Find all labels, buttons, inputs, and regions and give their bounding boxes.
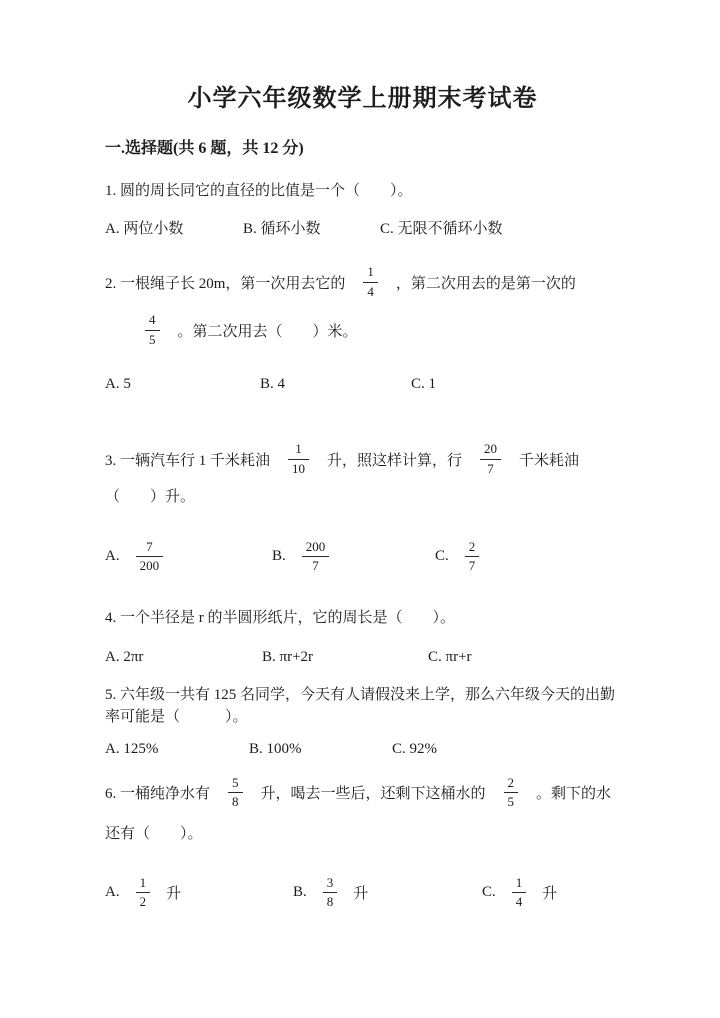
option-label: B.: [293, 883, 307, 900]
question-2-option-b: B. 4: [260, 376, 286, 392]
question-6-text-line-2: [105, 821, 620, 845]
fraction-denominator: 7: [302, 556, 330, 574]
option-label: C.: [435, 548, 449, 565]
option-unit: 升: [542, 885, 558, 902]
option-unit: 升: [353, 885, 369, 902]
question-3-text-line-2: [105, 483, 620, 507]
fraction-3-8: [323, 875, 338, 911]
question-1-options: [105, 217, 620, 238]
question-5-options: [105, 741, 620, 758]
question-2-text-line-2: [105, 310, 620, 350]
fraction-numerator: 1: [367, 264, 374, 280]
question-4-options: [105, 649, 620, 666]
fraction-denominator: 4: [512, 892, 527, 910]
question-3: [105, 439, 620, 575]
question-3-text-pre: 3. 一辆汽车行 1 千米耗油: [105, 452, 271, 469]
fraction-denominator: 8: [228, 792, 243, 810]
question-6-text-pre: 6. 一桶纯净水有: [105, 786, 211, 802]
fraction-denominator: 4: [363, 282, 378, 300]
question-5: [105, 684, 620, 758]
question-1-option-a: A. 两位小数: [105, 221, 184, 237]
page-title: 小学六年级数学上册期末考试卷: [187, 86, 538, 112]
fraction-numerator: 2: [507, 774, 515, 790]
option-unit: 升: [166, 885, 182, 902]
question-5-option-b: B. 100%: [249, 740, 302, 757]
fraction-numerator: 1: [515, 874, 523, 890]
fraction-denominator: 5: [145, 330, 160, 348]
fraction-numerator: 7: [146, 539, 153, 554]
question-2-text-pre: 2. 一根绳子长 20m，第一次用去它的: [105, 275, 346, 292]
fraction-numerator: 1: [139, 874, 147, 890]
fraction-denominator: 8: [323, 892, 338, 910]
question-5-option-c: C. 92%: [392, 740, 437, 757]
fraction-denominator: 5: [504, 792, 519, 810]
question-3-option-b: [272, 539, 435, 575]
option-label: A.: [105, 883, 120, 900]
fraction-1-10: [288, 441, 309, 477]
question-1: [105, 180, 620, 238]
fraction-7-200: [136, 539, 164, 575]
fraction-numerator: 2: [468, 539, 476, 554]
question-2: [105, 262, 620, 393]
question-6-text-post: 。剩下的水: [536, 786, 612, 802]
fraction-numerator: 3: [326, 874, 334, 890]
fraction-denominator: 7: [465, 556, 480, 574]
fraction-denominator: 10: [288, 459, 309, 477]
fraction-2-7: [465, 539, 480, 575]
fraction-denominator: 200: [136, 556, 164, 574]
fraction-denominator: 7: [480, 459, 501, 477]
question-6-text-mid: 升，喝去一些后，还剩下这桶水的: [260, 786, 486, 802]
question-2-option-a: A. 5: [105, 376, 131, 392]
question-2-text-mid: ，第二次用去的是第一次的: [395, 275, 576, 292]
fraction-numerator: 5: [232, 774, 239, 790]
fraction-5-8: [228, 775, 243, 811]
question-6: [105, 773, 620, 911]
question-3-blank: （ ）升。: [105, 488, 196, 505]
question-2-text-line-1: [105, 262, 620, 302]
question-3-text-mid: 升，照这样计算，行: [327, 452, 463, 469]
fraction-numerator: 1: [295, 441, 302, 457]
question-4-option-c: C. πr+r: [428, 648, 472, 665]
question-2-options: [105, 376, 620, 393]
question-4-option-a: A. 2πr: [105, 648, 144, 665]
question-3-text-post: 千米耗油: [519, 452, 580, 469]
fraction-1-4: [512, 875, 527, 911]
fraction-1-2: [136, 875, 151, 911]
fraction-numerator: 20: [484, 441, 498, 457]
fraction-numerator: 200: [305, 539, 326, 554]
question-6-option-c: [482, 875, 620, 911]
option-label: A.: [105, 548, 120, 565]
fraction-200-7: [302, 539, 330, 575]
fraction-1-4: [363, 264, 378, 300]
question-5-text: 5. 六年级一共有 125 名同学，今天有人请假没来上学，那么六年级今天的出勤率可能是（ ）。: [105, 686, 616, 725]
option-label: C.: [482, 883, 496, 900]
question-1-text: 1. 圆的周长同它的直径的比值是一个（ ）。: [105, 183, 413, 199]
fraction-denominator: 2: [136, 892, 151, 910]
question-5-option-a: A. 125%: [105, 740, 159, 757]
option-label: B.: [272, 548, 286, 565]
question-3-option-c: [435, 539, 620, 575]
question-4-option-b: B. πr+2r: [262, 648, 314, 665]
question-3-text-line-1: [105, 439, 620, 479]
fraction-numerator: 4: [149, 312, 156, 328]
question-6-options: [105, 875, 620, 911]
question-2-option-c: C. 1: [411, 376, 437, 392]
question-3-options: [105, 539, 620, 575]
section-1-heading: 一.选择题(共 6 题，共 12 分): [105, 140, 304, 157]
question-1-option-c: C. 无限不循环小数: [380, 221, 503, 237]
fraction-2-5: [504, 775, 519, 811]
question-1-option-b: B. 循环小数: [243, 221, 321, 237]
question-2-text-post: 。第二次用去（ ）米。: [177, 323, 358, 340]
question-6-blank: 还有（ ）。: [105, 826, 203, 842]
question-3-option-a: [105, 539, 272, 575]
question-4-text: 4. 一个半径是 r 的半圆形纸片，它的周长是（ ）。: [105, 609, 455, 626]
fraction-20-7: [480, 441, 501, 477]
question-4: [105, 607, 620, 666]
question-6-option-b: [293, 875, 482, 911]
question-6-option-a: [105, 875, 293, 911]
question-6-text-line-1: [105, 773, 620, 813]
fraction-4-5: [145, 312, 160, 348]
